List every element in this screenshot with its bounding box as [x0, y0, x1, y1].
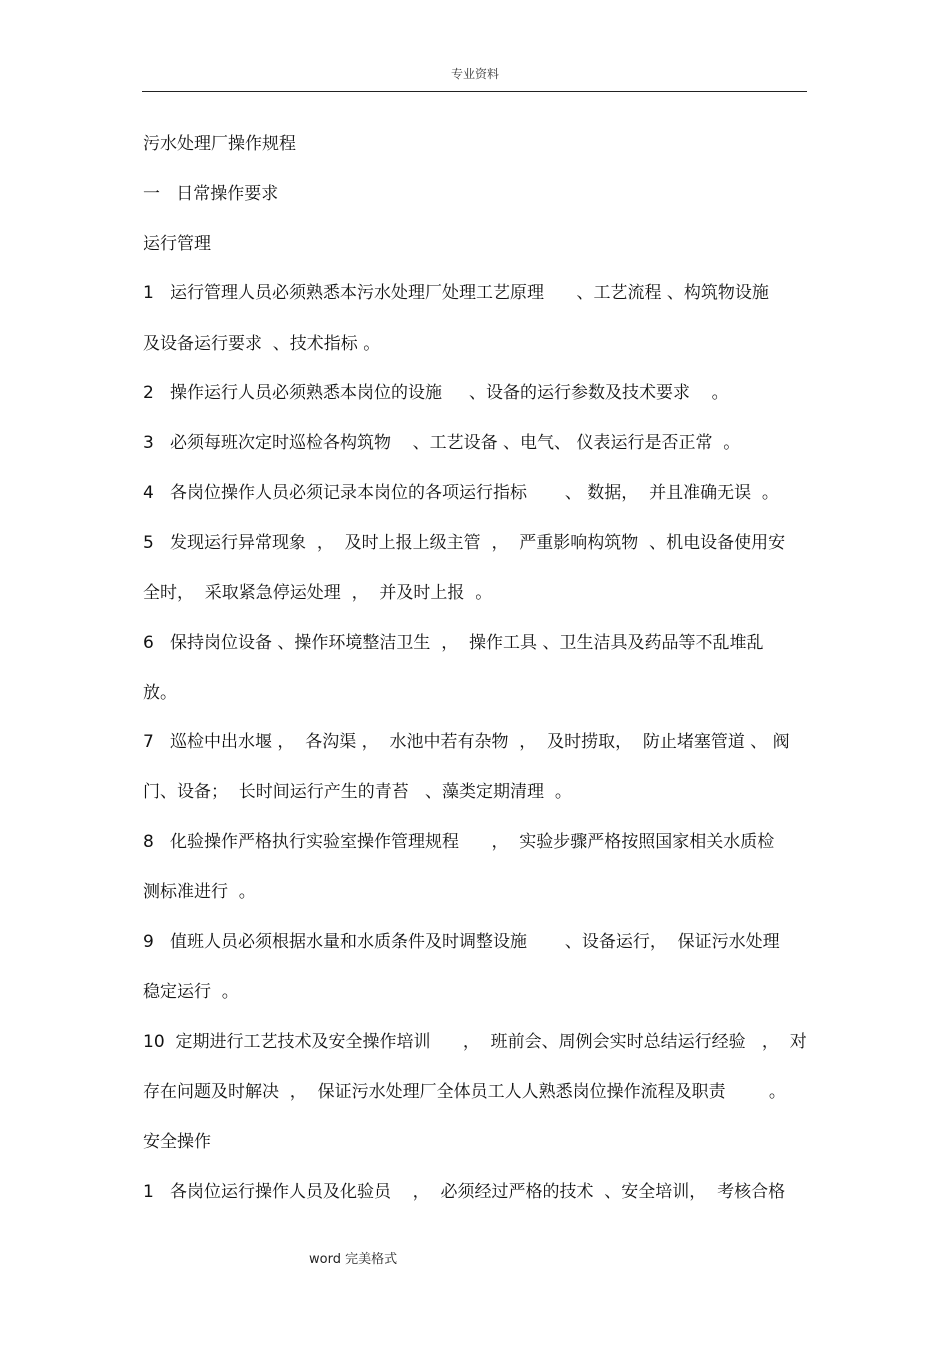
paragraph-line: 2 操作运行人员必须熟悉本岗位的设施 、设备的运行参数及技术要求 。	[143, 383, 729, 403]
paragraph-line: 6 保持岗位设备 、操作环境整洁卫生 ， 操作工具 、卫生洁具及药品等不乱堆乱	[143, 633, 764, 653]
header-divider	[142, 91, 807, 92]
page-header: 专业资料	[450, 67, 499, 81]
paragraph-line: 10 定期进行工艺技术及安全操作培训 ， 班前会、周例会实时总结运行经验 ， 对	[143, 1032, 807, 1052]
paragraph-line: 9 值班人员必须根据水量和水质条件及时调整设施 、设备运行， 保证污水处理	[143, 932, 780, 952]
document-title: 污水处理厂操作规程	[143, 134, 296, 154]
paragraph-line: 5 发现运行异常现象 ， 及时上报上级主管 ， 严重影响构筑物 、机电设备使用安	[143, 533, 786, 553]
paragraph-line: 及设备运行要求 、技术指标 。	[143, 334, 381, 354]
paragraph-line: 7 巡检中出水堰 ， 各沟渠 ， 水池中若有杂物 ， 及时捞取， 防止堵塞管道 、 阀	[143, 732, 790, 752]
paragraph-line: 门、设备； 长时间运行产生的青苔 、藻类定期清理 。	[143, 782, 572, 802]
paragraph-line: 全时， 采取紧急停运处理 ， 并及时上报 。	[143, 583, 493, 603]
section-heading: 一 日常操作要求	[143, 184, 279, 204]
paragraph-line: 1 各岗位运行操作人员及化验员 ， 必须经过严格的技术 、安全培训， 考核合格	[143, 1182, 786, 1202]
paragraph-line: 放。	[143, 683, 177, 703]
paragraph-line: 3 必须每班次定时巡检各构筑物 、工艺设备 、电气、 仪表运行是否正常 。	[143, 433, 741, 453]
paragraph-line: 1 运行管理人员必须熟悉本污水处理厂处理工艺原理 、工艺流程 、构筑物设施	[143, 283, 769, 303]
page-footer: word 完美格式	[309, 1252, 398, 1267]
paragraph-line: 8 化验操作严格执行实验室操作管理规程 ， 实验步骤严格按照国家相关水质检	[143, 832, 775, 852]
paragraph-line: 稳定运行 。	[143, 982, 239, 1002]
paragraph-line: 4 各岗位操作人员必须记录本岗位的各项运行指标 、 数据， 并且准确无误 。	[143, 483, 779, 503]
paragraph-line: 存在问题及时解决 ， 保证污水处理厂全体员工人人熟悉岗位操作流程及职责 。	[143, 1082, 786, 1102]
paragraph-line: 测标准进行 。	[143, 882, 256, 902]
subsection-heading: 运行管理	[143, 234, 211, 254]
subsection-heading: 安全操作	[143, 1132, 211, 1152]
